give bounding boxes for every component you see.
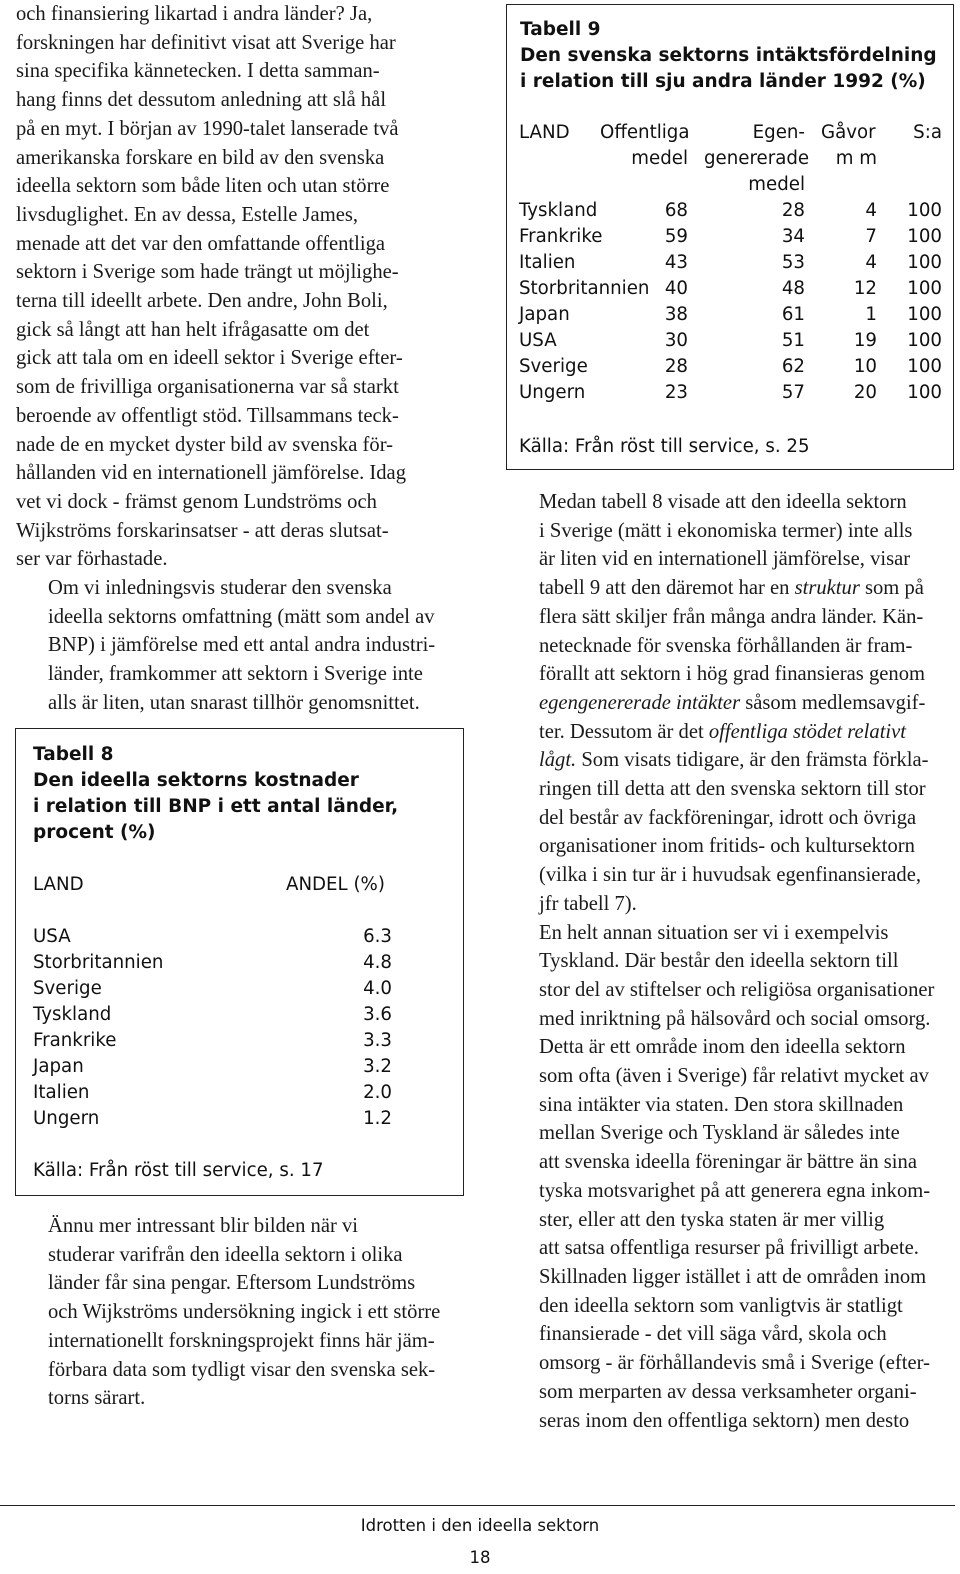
text-line: hang finns det dessutom anledning att slå hål	[16, 89, 387, 112]
row-sum: 100	[907, 252, 942, 273]
text-line: som ofta (även i Sverige) får relativt mycket av	[539, 1065, 929, 1088]
table-9-source: Källa: Från röst till service, s. 25	[519, 436, 810, 457]
text-line: sina intäkter via staten. Den stora skillnaden	[539, 1093, 904, 1116]
row-sum: 100	[907, 330, 942, 351]
row-country: USA	[519, 330, 557, 351]
text-line: terna till ideellt arbete. Den andre, John Boli,	[16, 290, 388, 313]
row-andel: 3.2	[363, 1056, 392, 1077]
row-country: Ungern	[519, 382, 586, 403]
row-andel: 3.6	[363, 1004, 392, 1025]
text-line: med inriktning på hälsovård och social omsorg.	[539, 1007, 931, 1030]
row-offentliga: 23	[664, 382, 688, 403]
row-egen: 28	[781, 200, 805, 221]
text-line: finansierade - det vill säga vård, skola och	[539, 1323, 887, 1346]
text-line: stor del av stiftelser och religiösa organisationer	[539, 978, 935, 1001]
text-line: som merparten av dessa verksamheter organi-	[539, 1380, 917, 1403]
text-line: flera sätt skiljer från många andra länder. Kän-	[539, 605, 924, 628]
row-gavor: 19	[853, 330, 877, 351]
text-fragment: ter. Dessutom är det	[539, 720, 709, 743]
col-header-egen: Egen-	[752, 122, 805, 143]
row-egen: 57	[781, 382, 805, 403]
left-column	[16, 0, 464, 718]
row-country: Italien	[33, 1082, 90, 1103]
text-line: En helt annan situation ser vi i exempelvis	[539, 921, 889, 944]
row-offentliga: 30	[664, 330, 688, 351]
row-andel: 3.3	[363, 1030, 392, 1051]
text-line: studerar varifrån den ideella sektorn i olika	[48, 1243, 403, 1266]
row-gavor: 4	[865, 252, 877, 273]
row-country: Italien	[519, 252, 576, 273]
text-line: nade de en mycket dyster bild av svenska för-	[16, 433, 394, 456]
text-line: forskningen har definitivt visat att Sverige har	[16, 31, 396, 54]
text-line: sina specifika kännetecken. I detta samman-	[16, 60, 380, 83]
text-line	[507, 718, 953, 747]
paragraph-4	[507, 488, 953, 919]
text-line: Skillnaden ligger istället i att de områden inom	[539, 1265, 927, 1288]
row-country: Tyskland	[519, 200, 598, 221]
row-andel: 4.8	[363, 952, 392, 973]
text-line: hållanden vid en internationell jämförelse. Idag	[16, 462, 406, 485]
text-line: BNP) i jämförelse med ett antal andra industri-	[48, 634, 436, 657]
text-line: på en myt. I början av 1990-talet lanserade två	[16, 117, 399, 140]
table-9: Tabell 9 Den svenska sektorns intäktsfördelning i relation till sju andra länder 1992 (%) LAND Offentliga medel Egen- genererade medel Gåvor m m S:a Tyskland 68 28 4 100 Frankrike 59 34 7 100 Italien 43 53 4 100 Storbritannien 40 48 12 100 Japan 38 61 1 100 USA 30 51 19 100 Sverige 28 62 10 100 Ungern 23 57 20 100 Källa: Från röst till service, s. 25	[506, 4, 954, 470]
col-header-gavor: Gåvor	[821, 122, 876, 143]
row-offentliga: 28	[664, 356, 688, 377]
row-gavor: 10	[853, 356, 877, 377]
text-line: gick så långt att han helt ifrågasatte om det	[16, 318, 370, 341]
text-line: Detta är ett område inom den ideella sektorn	[539, 1036, 906, 1059]
row-egen: 62	[781, 356, 805, 377]
paragraph-1	[16, 0, 464, 574]
row-country: USA	[33, 926, 71, 947]
text-line: netecknade för svenska förhållanden är fram-	[539, 634, 913, 657]
table-9-title: Tabell 9 Den svenska sektorns intäktsfördelning i relation till sju andra länder 1992 (%)	[520, 19, 937, 92]
text-line: Tyskland. Där består den ideella sektorn till	[539, 950, 899, 973]
row-offentliga: 38	[664, 304, 688, 325]
text-line: länder, framkommer att sektorn i Sverige inte	[48, 663, 423, 686]
text-fragment: som på	[859, 577, 924, 600]
row-gavor: 7	[865, 226, 877, 247]
row-egen: 51	[781, 330, 805, 351]
text-line: torns särart.	[48, 1387, 146, 1410]
col-header-andel: ANDEL (%)	[286, 874, 385, 895]
row-andel: 2.0	[363, 1082, 392, 1103]
text-line: gick att tala om en ideell sektor i Sverige efter-	[16, 347, 403, 370]
text-line: jfr tabell 7).	[539, 892, 637, 915]
text-line: förbara data som tydligt visar den svenska sek-	[48, 1358, 436, 1381]
text-line	[507, 574, 953, 603]
text-line: alls är liten, utan snarast tillhör genomsnittet.	[48, 691, 420, 714]
text-line: den ideella sektorn som vanligtvis är statligt	[539, 1294, 903, 1317]
text-line: sektorn i Sverige som hade trängt ut möjlighe-	[16, 261, 399, 284]
row-egen: 53	[781, 252, 805, 273]
text-line: Om vi inledningsvis studerar den svenska	[48, 577, 392, 600]
row-sum: 100	[907, 226, 942, 247]
text-line: livsduglighet. En av dessa, Estelle James,	[16, 203, 359, 226]
text-line: länder får sina pengar. Eftersom Lundströms	[48, 1272, 416, 1295]
text-line: som de frivilliga organisationerna var så starkt	[16, 376, 399, 399]
col-header-land: LAND	[519, 122, 570, 143]
text-fragment: Som visats tidigare, är den främsta förkla-	[576, 749, 929, 772]
text-line: att satsa offentliga resurser på frivilligt arbete.	[539, 1237, 919, 1260]
text-line: och Wijkströms undersökning ingick i ett större	[48, 1301, 441, 1324]
row-country: Ungern	[33, 1108, 100, 1129]
text-line: ideella sektorns omfattning (mätt som andel av	[48, 605, 435, 628]
text-line: ster, eller att den tyska staten är mer villig	[539, 1208, 885, 1231]
footer-rule	[0, 1505, 955, 1506]
row-country: Japan	[519, 304, 570, 325]
row-sum: 100	[907, 200, 942, 221]
row-andel: 6.3	[363, 926, 392, 947]
row-egen: 48	[781, 278, 805, 299]
left-column-lower	[16, 1212, 464, 1413]
row-country: Frankrike	[33, 1030, 117, 1051]
row-andel: 4.0	[363, 978, 392, 999]
col-header-offentliga: Offentliga	[600, 122, 690, 143]
table-8	[15, 728, 464, 1196]
emphasis: offentliga stödet relativt	[708, 720, 906, 743]
text-line: tyska motsvarighet på att generera egna inkom-	[539, 1179, 931, 1202]
row-sum: 100	[907, 356, 942, 377]
row-country: Storbritannien	[519, 278, 650, 299]
text-line: beroende av offentligt stöd. Tillsammans teck-	[16, 404, 399, 427]
text-line: är liten vid en internationell jämförelse, visar	[539, 548, 911, 571]
text-line	[507, 689, 953, 718]
text-line: och finansiering likartad i andra länder? Ja,	[16, 3, 373, 25]
row-offentliga: 43	[664, 252, 688, 273]
emphasis: lågt.	[539, 749, 577, 772]
row-gavor: 20	[853, 382, 877, 403]
text-line: organisationer inom fritids- och kultursektorn	[539, 835, 915, 858]
paragraph-5	[507, 919, 953, 1436]
text-line: Ännu mer intressant blir bilden när vi	[48, 1215, 358, 1237]
text-fragment: såsom medlemsavgif-	[740, 691, 926, 714]
row-country: Frankrike	[519, 226, 603, 247]
row-offentliga: 68	[664, 200, 688, 221]
text-line: amerikanska forskare en bild av den svenska	[16, 146, 385, 169]
row-egen: 34	[781, 226, 805, 247]
row-andel: 1.2	[363, 1108, 392, 1129]
text-line: ser var förhastade.	[16, 548, 168, 571]
text-line: vet vi dock - främst genom Lundströms och	[16, 490, 377, 513]
row-country: Sverige	[33, 978, 102, 999]
row-egen: 61	[781, 304, 805, 325]
col-header-sa: S:a	[913, 122, 942, 143]
text-line: Medan tabell 8 visade att den ideella sektorn	[539, 491, 907, 513]
emphasis: egengenererade intäkter	[539, 691, 741, 714]
text-line: förallt att sektorn i hög grad finansieras genom	[539, 663, 926, 686]
table-8-source: Källa: Från röst till service, s. 17	[33, 1160, 324, 1181]
text-line: ideella sektorn som både liten och utan större	[16, 175, 390, 198]
row-country: Storbritannien	[33, 952, 164, 973]
row-sum: 100	[907, 382, 942, 403]
paragraph-3	[16, 1212, 464, 1413]
text-line: del består av fackföreningar, idrott och övriga	[539, 806, 917, 829]
text-line: Wijkströms forskarinsatser - att deras slutsat-	[16, 519, 389, 542]
text-line	[507, 746, 953, 775]
row-country: Sverige	[519, 356, 588, 377]
page-number: 18	[469, 1548, 491, 1567]
text-line: ringen till detta att den svenska sektorn till stor	[539, 778, 926, 801]
col-header-land: LAND	[33, 874, 84, 895]
row-offentliga: 59	[664, 226, 688, 247]
row-offentliga: 40	[664, 278, 688, 299]
paragraph-2	[16, 574, 464, 718]
row-sum: 100	[907, 278, 942, 299]
row-country: Japan	[33, 1056, 84, 1077]
text-line: mellan Sverige och Tyskland är således inte	[539, 1122, 900, 1145]
text-line: att svenska ideella föreningar är bättre än sina	[539, 1151, 917, 1174]
row-gavor: 12	[853, 278, 877, 299]
right-column	[507, 488, 953, 1435]
text-line: menade att det var den omfattande offentliga	[16, 232, 386, 255]
text-line: internationellt forskningsprojekt finns här jäm-	[48, 1329, 435, 1352]
row-gavor: 4	[865, 200, 877, 221]
row-country: Tyskland	[33, 1004, 112, 1025]
text-fragment: tabell 9 att den däremot har en	[539, 577, 795, 600]
running-footer-title: Idrotten i den ideella sektorn	[360, 1516, 600, 1535]
text-line: (vilka i sin tur är i huvudsak egenfinansierade,	[539, 864, 922, 887]
row-sum: 100	[907, 304, 942, 325]
table-8-title: Tabell 8 Den ideella sektorns kostnader i relation till BNP i ett antal länder, procent (%)	[33, 744, 399, 843]
text-line: seras inom den offentliga sektorn) men desto	[539, 1409, 910, 1432]
emphasis: struktur	[794, 577, 860, 600]
row-gavor: 1	[865, 304, 877, 325]
text-line: omsorg - är förhållandevis små i Sverige (efter-	[539, 1352, 930, 1375]
text-line: i Sverige (mätt i ekonomiska termer) inte alls	[539, 519, 913, 542]
